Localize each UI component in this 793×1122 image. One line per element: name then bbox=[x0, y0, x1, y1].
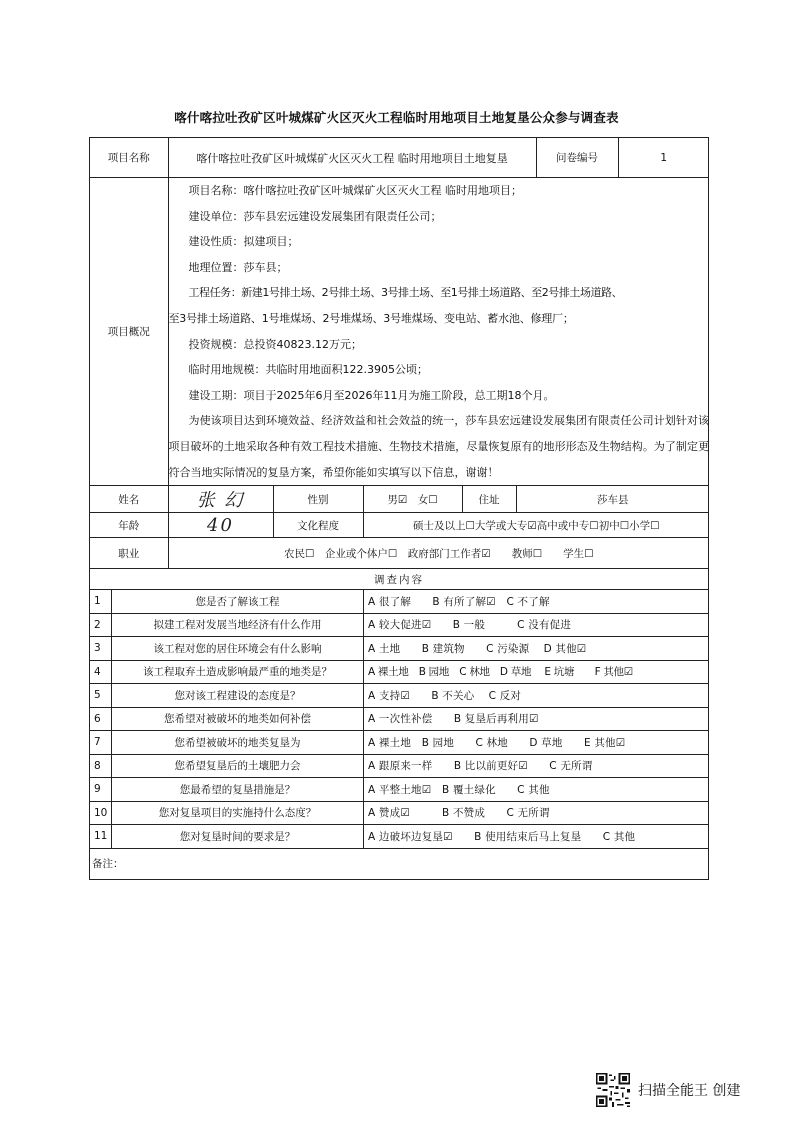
respondent-age-row bbox=[90, 513, 709, 538]
age-label: 年龄 bbox=[90, 513, 168, 537]
survey-question-row bbox=[90, 801, 709, 825]
overview-paragraph: 为使该项目达到环境效益、经济效益和社会效益的统一，莎车县宏远建设发展集团有限责任公司计划针对该项目破坏的土地采取各种有效工程技术措施、生物技术措施，尽量恢复原有的地形形态及生物结构。为了制定更符合当地实际情况的复垦方案，希望你能如实填写以下信息，谢谢！ bbox=[168, 414, 709, 479]
question-answer: A 平整土地☑ B 覆土绿化 C 其他 bbox=[364, 778, 709, 802]
survey-section-title: 调查内容 bbox=[90, 569, 709, 590]
education-label: 文化程度 bbox=[273, 513, 363, 537]
gender-options: 男☑ 女☐ bbox=[363, 486, 462, 512]
question-text: 您最希望的复垦措施是？ bbox=[112, 778, 364, 802]
question-number: 9 bbox=[90, 778, 112, 802]
question-number: 1 bbox=[90, 590, 112, 614]
overview-line-project-name: 项目名称：喀什喀拉吐孜矿区叶城煤矿火区灭火工程 临时用地项目； bbox=[188, 184, 522, 197]
project-overview-content bbox=[168, 178, 709, 485]
survey-question-row bbox=[90, 660, 709, 684]
project-overview-label: 项目概况 bbox=[90, 178, 168, 485]
respondent-name-row bbox=[90, 486, 709, 513]
question-answer: A 赞成☑ B 不赞成 C 无所谓 bbox=[364, 801, 709, 825]
question-answer: A 支持☑ B 不关心 C 反对 bbox=[364, 684, 709, 708]
survey-question-row bbox=[90, 613, 709, 637]
question-text: 您对该工程建设的态度是？ bbox=[112, 684, 364, 708]
question-text: 您希望复垦后的土壤肥力会 bbox=[112, 754, 364, 778]
question-text: 拟建工程对发展当地经济有什么作用 bbox=[112, 613, 364, 637]
question-number: 4 bbox=[90, 660, 112, 684]
overview-line-builder: 建设单位：莎车县宏远建设发展集团有限责任公司； bbox=[188, 209, 442, 223]
question-answer: A 一次性补偿 B 复垦后再利用☑ bbox=[364, 707, 709, 731]
survey-question-row bbox=[90, 637, 709, 661]
survey-question-row bbox=[90, 707, 709, 731]
scanner-watermark bbox=[596, 1070, 776, 1110]
overview-line-tasks: 工程任务：新建1号排土场、2号排土场、3号排土场、至1号排土场道路、至2号排土场道路、 bbox=[188, 286, 623, 300]
occupation-options: 农民☐ 企业或个体户☐ 政府部门工作者☑ 教师☐ 学生☐ bbox=[283, 547, 594, 560]
survey-question-row bbox=[90, 754, 709, 778]
address-label: 住址 bbox=[462, 486, 516, 512]
questionnaire-number-value: 1 bbox=[660, 151, 668, 164]
survey-section-title-row bbox=[90, 569, 709, 590]
question-answer: A 较大促进☑ B 一般 C 没有促进 bbox=[364, 613, 709, 637]
project-name-label: 项目名称 bbox=[90, 138, 168, 177]
document-title: 喀什喀拉吐孜矿区叶城煤矿火区灭火工程临时用地项目土地复垦公众参与调查表 bbox=[174, 110, 619, 125]
overview-line-land-scale: 临时用地规模：共临时用地面积122.3905公顷； bbox=[188, 363, 428, 377]
project-overview-row bbox=[90, 178, 709, 486]
overview-line-nature: 建设性质：拟建项目； bbox=[188, 235, 299, 249]
question-text: 您对复垦时间的要求是？ bbox=[112, 825, 364, 849]
question-text: 您希望被破坏的地类复垦为 bbox=[112, 731, 364, 755]
questionnaire-number-label: 问卷编号 bbox=[536, 138, 618, 177]
question-text: 该工程对您的居住环境会有什么影响 bbox=[112, 637, 364, 661]
overview-line-tasks-cont: 至3号排土场道路、1号堆煤场、2号堆煤场、3号堆煤场、变电站、蓄水池、修理厂； bbox=[168, 311, 574, 325]
question-answer: A 裸土地 B 园地 C 林地 D 草地 E 其他☑ bbox=[364, 731, 709, 755]
survey-form-table bbox=[89, 137, 709, 880]
name-value: 张 幻 bbox=[168, 486, 273, 512]
question-answer: A 边破坏边复垦☑ B 使用结束后马上复垦 C 其他 bbox=[364, 825, 709, 849]
question-text: 该工程取弃土造成影响最严重的地类是？ bbox=[112, 660, 364, 684]
question-number: 3 bbox=[90, 637, 112, 661]
age-value: 40 bbox=[168, 513, 273, 537]
overview-line-investment: 投资规模：总投资40823.12万元； bbox=[188, 337, 362, 351]
survey-question-row bbox=[90, 684, 709, 708]
project-name-value: 喀什喀拉吐孜矿区叶城煤矿火区灭火工程 临时用地项目土地复垦 bbox=[168, 138, 536, 177]
question-number: 2 bbox=[90, 613, 112, 637]
overview-line-schedule: 建设工期：项目于2025年6月至2026年11月为施工阶段，总工期18个月。 bbox=[188, 388, 555, 402]
question-number: 10 bbox=[90, 801, 112, 825]
survey-question-row bbox=[90, 590, 709, 614]
question-text: 您是否了解该工程 bbox=[112, 590, 364, 614]
question-answer: A 很了解 B 有所了解☑ C 不了解 bbox=[364, 590, 709, 614]
education-options: 硕士及以上☐大学或大专☑高中或中专☐初中☐小学☐ bbox=[412, 519, 660, 532]
address-value: 莎车县 bbox=[597, 493, 629, 506]
qr-code-icon bbox=[596, 1073, 630, 1107]
gender-label: 性别 bbox=[273, 486, 363, 512]
project-name-row bbox=[90, 138, 709, 178]
respondent-occupation-row bbox=[90, 538, 709, 569]
survey-question-row bbox=[90, 825, 709, 849]
question-answer: A 跟原来一样 B 比以前更好☑ C 无所谓 bbox=[364, 754, 709, 778]
question-number: 5 bbox=[90, 684, 112, 708]
name-label: 姓名 bbox=[90, 486, 168, 512]
question-answer: A 裸土地 B 园地 C 林地 D 草地 E 坑塘 F 其他☑ bbox=[364, 660, 709, 684]
question-number: 11 bbox=[90, 825, 112, 849]
question-text: 您希望对被破坏的地类如何补偿 bbox=[112, 707, 364, 731]
remarks-row bbox=[90, 848, 709, 879]
question-text: 您对复垦项目的实施持什么态度？ bbox=[112, 801, 364, 825]
question-number: 7 bbox=[90, 731, 112, 755]
occupation-label: 职业 bbox=[90, 538, 168, 568]
question-number: 8 bbox=[90, 754, 112, 778]
remarks-label: 备注： bbox=[90, 848, 709, 879]
scanner-watermark-text: 扫描全能王 创建 bbox=[638, 1083, 741, 1099]
survey-question-row bbox=[90, 778, 709, 802]
overview-line-location: 地理位置：莎车县； bbox=[188, 260, 288, 274]
survey-question-row bbox=[90, 731, 709, 755]
question-number: 6 bbox=[90, 707, 112, 731]
question-answer: A 土地 B 建筑物 C 污染源 D 其他☑ bbox=[364, 637, 709, 661]
